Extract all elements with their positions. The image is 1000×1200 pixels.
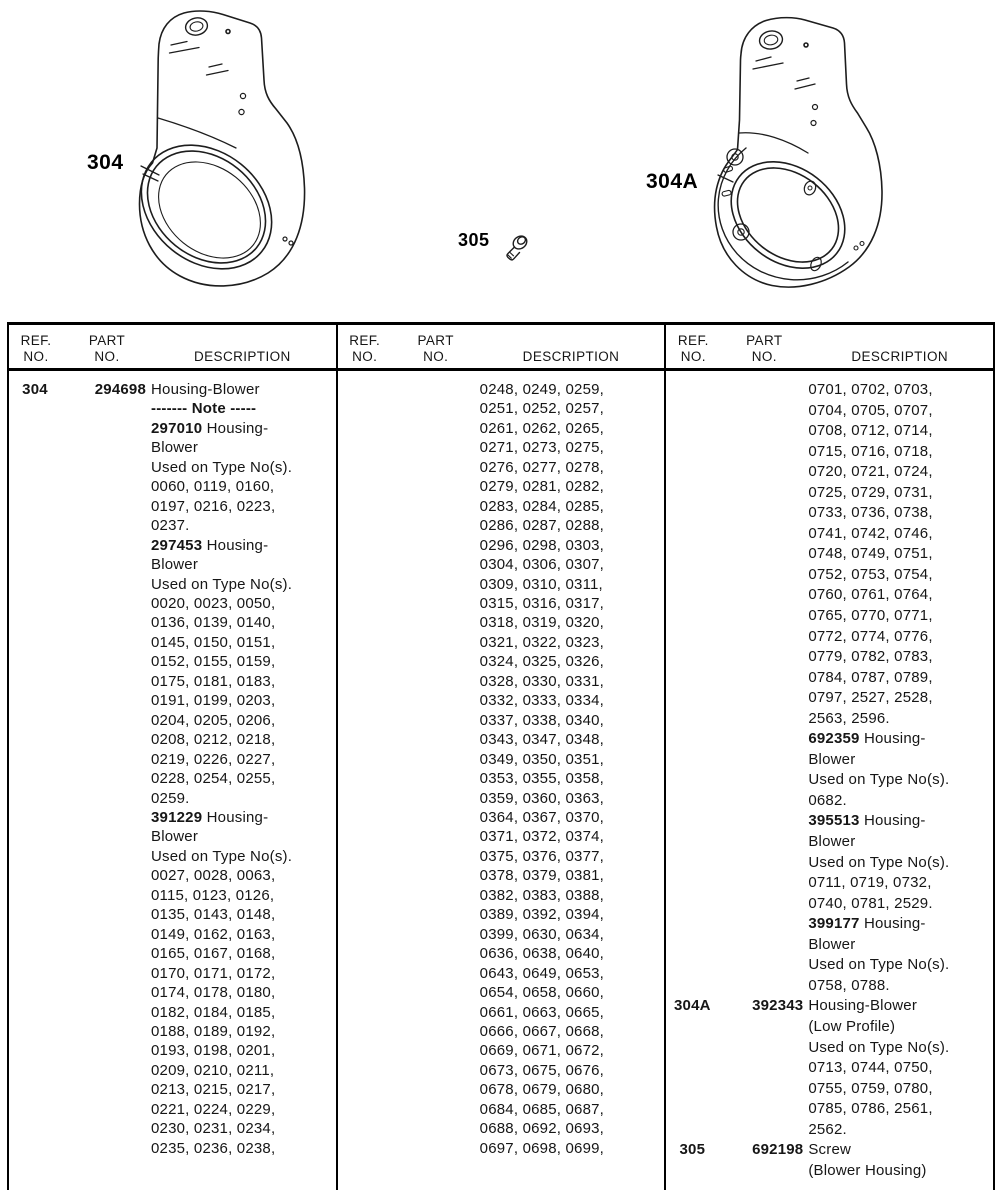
description-line: 0286, 0287, 0288, — [479, 517, 605, 535]
table-column-body — [666, 371, 993, 1181]
description-line: 0740, 0781, 2529. — [808, 894, 933, 912]
description-line: 0170, 0171, 0172, — [151, 964, 276, 982]
header-line: NO. — [423, 348, 449, 364]
description-line: 0643, 0649, 0653, — [479, 964, 605, 982]
description-line: Used on Type No(s). — [808, 771, 950, 789]
description-line: 0399, 0630, 0634, — [479, 925, 605, 943]
description-line: Screw — [808, 1141, 852, 1159]
description — [151, 380, 331, 1158]
description-line: 0197, 0216, 0223, — [151, 497, 276, 515]
description-line: 0188, 0189, 0192, — [151, 1022, 276, 1040]
description-line: 0733, 0736, 0738, — [808, 504, 933, 522]
description-line: ------- Note ----- — [151, 400, 257, 418]
description-line: 2563, 2596. — [808, 709, 890, 727]
description-line: 0209, 0210, 0211, — [151, 1061, 275, 1079]
header-line: NO. — [352, 348, 378, 364]
callout-label-304: 304 — [87, 151, 124, 174]
callout-label-305: 305 — [458, 230, 490, 250]
description-line: 0221, 0224, 0229, — [151, 1100, 276, 1118]
parts-entry — [666, 380, 993, 996]
description-line: 0296, 0298, 0303, — [479, 536, 605, 554]
part-no — [393, 380, 475, 1158]
description-line: 0720, 0721, 0724, — [808, 463, 933, 481]
description-line: 0785, 0786, 2561, — [808, 1100, 933, 1118]
description-line: 0375, 0376, 0377, — [479, 847, 605, 865]
ref-no: 305 — [679, 1141, 706, 1159]
description-line: 0027, 0028, 0063, — [151, 867, 276, 885]
description-line: 0682. — [808, 791, 847, 809]
description-line: 0364, 0367, 0370, — [479, 808, 605, 826]
description-line: Used on Type No(s). — [151, 458, 293, 476]
ref-no — [340, 380, 388, 1158]
table-header — [9, 325, 336, 371]
description-line: 0115, 0123, 0126, — [151, 886, 275, 904]
header-line: NO. — [751, 348, 777, 364]
description-line: 0708, 0712, 0714, — [808, 422, 933, 440]
ref-no: 304 — [22, 381, 48, 398]
description-line: 0389, 0392, 0394, — [479, 906, 605, 924]
description-line: 0020, 0023, 0050, — [151, 594, 276, 612]
description-line: Used on Type No(s). — [808, 853, 950, 871]
table-column-2 — [338, 325, 667, 1190]
screw-305-icon — [507, 233, 529, 260]
description-line: 0219, 0226, 0227, — [151, 750, 276, 768]
description — [808, 380, 988, 996]
part-no: 294698 — [94, 381, 146, 398]
description-line: 0758, 0788. — [808, 976, 890, 994]
description-line: Housing-Blower — [808, 997, 918, 1015]
description-line: 0669, 0671, 0672, — [479, 1042, 605, 1060]
description-line: Blower — [151, 828, 199, 846]
ref-no — [668, 380, 716, 996]
description-line: 0136, 0139, 0140, — [151, 614, 276, 632]
description-line: 0382, 0383, 0388, — [479, 886, 605, 904]
header-line: PART — [417, 333, 454, 348]
description-line: 0353, 0355, 0358, — [479, 770, 605, 788]
description-line: 0230, 0231, 0234, — [151, 1120, 276, 1138]
description-line: Blower — [808, 750, 856, 768]
description-line: 0701, 0702, 0703, — [808, 381, 933, 398]
description-line: 0228, 0254, 0255, — [151, 770, 276, 788]
description-line: 0259. — [151, 789, 190, 807]
description-line: 0713, 0744, 0750, — [808, 1059, 933, 1077]
header-line: REF. — [349, 333, 381, 348]
description-line: Used on Type No(s). — [151, 847, 293, 865]
table-header — [666, 325, 993, 371]
table-column-body — [338, 371, 665, 1158]
description-line: 0324, 0325, 0326, — [479, 653, 605, 671]
description-line: 0182, 0184, 0185, — [151, 1003, 276, 1021]
callout-label-304a: 304A — [646, 170, 699, 193]
description-line: 0752, 0753, 0754, — [808, 565, 933, 583]
description-line: 0191, 0199, 0203, — [151, 692, 276, 710]
description-line: 0636, 0638, 0640, — [479, 945, 605, 963]
description-line: 0174, 0178, 0180, — [151, 984, 276, 1002]
description-line: 0332, 0333, 0334, — [479, 692, 605, 710]
description-line: 0779, 0782, 0783, — [808, 648, 933, 666]
description-line: 0060, 0119, 0160, — [151, 478, 275, 496]
header-description: DESCRIPTION — [851, 348, 949, 364]
description-line: 0349, 0350, 0351, — [479, 750, 605, 768]
header-ref-no — [11, 333, 61, 364]
description-line: Blower — [808, 833, 856, 851]
description-line: 0283, 0284, 0285, — [479, 497, 605, 515]
description-line: 0208, 0212, 0218, — [151, 731, 276, 749]
description-line: (Low Profile) — [808, 1017, 896, 1035]
description-line: 0321, 0322, 0323, — [479, 633, 605, 651]
description-line: 0276, 0277, 0278, — [479, 458, 605, 476]
description-line: 0165, 0167, 0168, — [151, 945, 276, 963]
description-line: 0235, 0236, 0238, — [151, 1139, 276, 1157]
header-part-no — [722, 333, 806, 364]
parts-illustration — [0, 0, 1000, 320]
description-line: 0337, 0338, 0340, — [479, 711, 605, 729]
parts-entry — [666, 1140, 993, 1181]
description-line: 0715, 0716, 0718, — [808, 442, 933, 460]
description-line: Used on Type No(s). — [808, 956, 950, 974]
description-line: 0152, 0155, 0159, — [151, 653, 276, 671]
description-line: 0248, 0249, 0259, — [479, 381, 605, 398]
description-line: 0251, 0252, 0257, — [479, 400, 605, 418]
header-line: PART — [88, 333, 126, 348]
description-line: Blower — [808, 935, 856, 953]
description-line: 297453 Housing- — [151, 536, 269, 554]
header-line: NO. — [94, 348, 120, 364]
description-line: 0755, 0759, 0780, — [808, 1079, 933, 1097]
description-line: 0359, 0360, 0363, — [479, 789, 605, 807]
description-line: (Blower Housing) — [808, 1161, 927, 1179]
description-line: 0304, 0306, 0307, — [479, 556, 605, 574]
description-line: 0343, 0347, 0348, — [479, 731, 605, 749]
header-line: NO. — [680, 348, 706, 364]
description-line: 0666, 0667, 0668, — [479, 1022, 605, 1040]
header-ref-no — [340, 333, 390, 364]
table-column-3 — [666, 325, 995, 1190]
housing-304-drawing — [117, 11, 305, 294]
description — [808, 1140, 988, 1181]
table-column-body — [9, 371, 336, 1158]
housing-304a-drawing — [710, 18, 882, 291]
description-line: Housing-Blower — [151, 381, 260, 398]
description-line: 0673, 0675, 0676, — [479, 1061, 605, 1079]
description-line: Blower — [151, 556, 199, 574]
table-column-1 — [7, 325, 338, 1190]
description-line: 0697, 0698, 0699, — [479, 1139, 605, 1157]
description-line: 0213, 0215, 0217, — [151, 1081, 276, 1099]
ref-no: 304A — [674, 997, 711, 1015]
description-line: 0328, 0330, 0331, — [479, 672, 605, 690]
description-line: 0135, 0143, 0148, — [151, 906, 276, 924]
description-line: 0688, 0692, 0693, — [479, 1120, 605, 1138]
description-line: 0797, 2527, 2528, — [808, 689, 933, 707]
header-description: DESCRIPTION — [522, 348, 620, 364]
header-part-no — [65, 333, 149, 364]
description-line: 399177 Housing- — [808, 915, 926, 933]
description-line: 0765, 0770, 0771, — [808, 607, 933, 625]
description-line: 0725, 0729, 0731, — [808, 483, 933, 501]
header-line: REF. — [20, 333, 52, 348]
description-line: 0237. — [151, 517, 190, 535]
description-line: 0654, 0658, 0660, — [479, 984, 605, 1002]
description-line: 0772, 0774, 0776, — [808, 627, 933, 645]
description-line: 0145, 0150, 0151, — [151, 633, 276, 651]
description-line: 0371, 0372, 0374, — [479, 828, 605, 846]
description-line: 0315, 0316, 0317, — [479, 594, 605, 612]
part-no: 692198 — [752, 1141, 804, 1159]
description-line: 0193, 0198, 0201, — [151, 1042, 276, 1060]
description-line: 297010 Housing- — [151, 419, 269, 437]
description — [808, 996, 988, 1140]
description-line: 0309, 0310, 0311, — [479, 575, 603, 593]
description-line: 0704, 0705, 0707, — [808, 401, 933, 419]
description-line: 0711, 0719, 0732, — [808, 874, 932, 892]
description-line: 0661, 0663, 0665, — [479, 1003, 605, 1021]
header-line: NO. — [23, 348, 49, 364]
description — [480, 380, 660, 1158]
description-line: 0378, 0379, 0381, — [479, 867, 605, 885]
description-line: 0741, 0742, 0746, — [808, 524, 933, 542]
header-part-no — [394, 333, 478, 364]
part-no — [721, 380, 803, 996]
description-line: 2562. — [808, 1120, 847, 1138]
description-line: 0279, 0281, 0282, — [479, 478, 605, 496]
parts-table — [7, 322, 995, 1190]
description-line: 0678, 0679, 0680, — [479, 1081, 605, 1099]
header-line: PART — [746, 333, 783, 348]
description-line: 692359 Housing- — [808, 730, 926, 748]
description-line: 0204, 0205, 0206, — [151, 711, 276, 729]
part-no: 392343 — [752, 997, 804, 1015]
parts-entry — [338, 380, 665, 1158]
header-description: DESCRIPTION — [194, 348, 291, 364]
description-line: 0748, 0749, 0751, — [808, 545, 933, 563]
description-line: Used on Type No(s). — [151, 575, 293, 593]
table-header — [338, 325, 665, 371]
description-line: 0684, 0685, 0687, — [479, 1100, 605, 1118]
description-line: 0271, 0273, 0275, — [479, 439, 605, 457]
description-line: 395513 Housing- — [808, 812, 926, 830]
header-ref-no — [668, 333, 718, 364]
parts-entry — [9, 380, 336, 1158]
description-line: 0149, 0162, 0163, — [151, 925, 276, 943]
description-line: 0760, 0761, 0764, — [808, 586, 933, 604]
description-line: 0318, 0319, 0320, — [479, 614, 605, 632]
description-line: 0175, 0181, 0183, — [151, 672, 276, 690]
description-line: 0261, 0262, 0265, — [479, 419, 605, 437]
description-line: Blower — [151, 439, 199, 457]
parts-entry — [666, 996, 993, 1140]
description-line: Used on Type No(s). — [808, 1038, 950, 1056]
description-line: 391229 Housing- — [151, 808, 269, 826]
description-line: 0784, 0787, 0789, — [808, 668, 933, 686]
header-line: REF. — [677, 333, 709, 348]
